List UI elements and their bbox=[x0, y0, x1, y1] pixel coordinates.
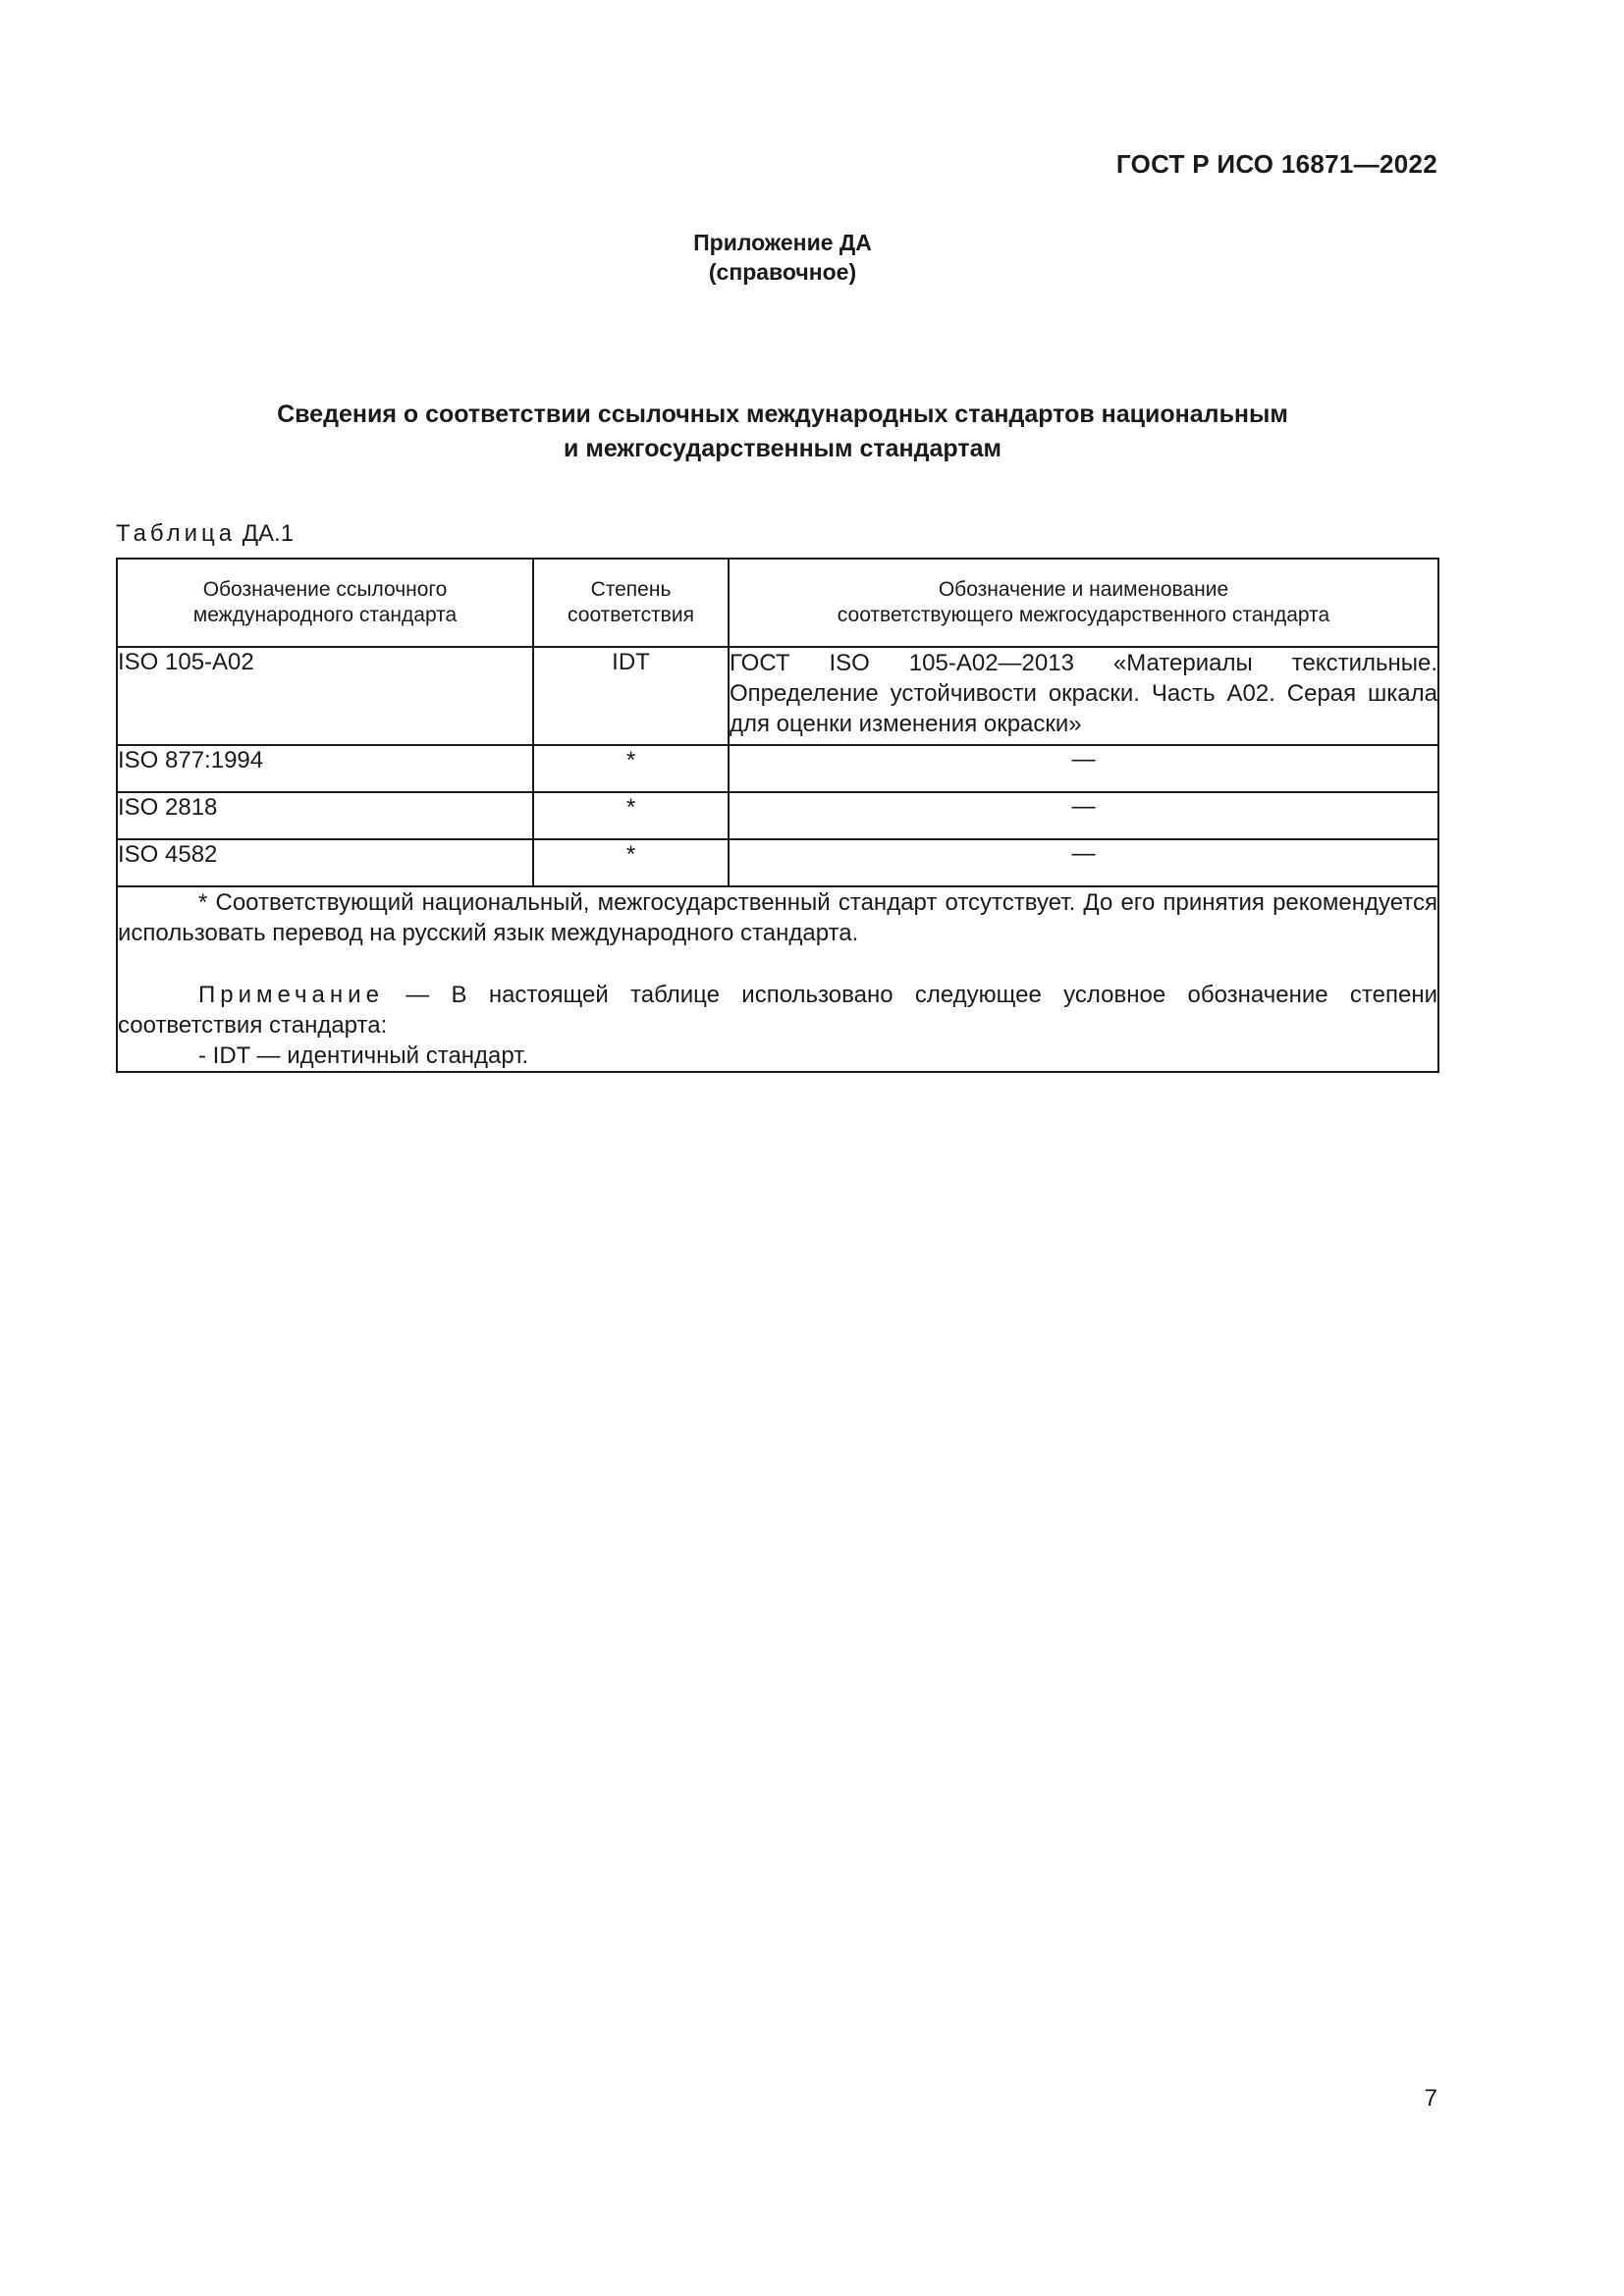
page-number: 7 bbox=[1424, 2085, 1437, 2111]
cell-designation: — bbox=[729, 792, 1438, 839]
correspondence-table bbox=[116, 558, 1439, 1073]
table-footer-row bbox=[117, 886, 1438, 1072]
table-row bbox=[117, 792, 1438, 839]
cell-degree: IDT bbox=[533, 647, 729, 745]
column-header-line: Обозначение и наименование bbox=[938, 578, 1229, 601]
footnote: * Соответствующий национальный, межгосударственный стандарт отсутствует. До его принятия рекомендуется использовать перевод на русский язык международного стандарта. bbox=[118, 889, 1437, 946]
cell-standard: ISO 877:1994 bbox=[117, 745, 533, 792]
document-code: ГОСТ Р ИСО 16871—2022 bbox=[1115, 149, 1437, 179]
column-header-line: соответствующего межгосударственного стандарта bbox=[837, 604, 1330, 626]
section-title-line2: и межгосударственным стандартам bbox=[564, 435, 1001, 462]
table-caption bbox=[116, 520, 294, 548]
cell-standard: ISO 105-A02 bbox=[117, 647, 533, 745]
table-row bbox=[117, 745, 1438, 792]
column-header-designation bbox=[729, 559, 1438, 647]
cell-degree: * bbox=[533, 839, 729, 886]
appendix-title: Приложение ДА bbox=[693, 230, 872, 255]
table-caption-number: ДА.1 bbox=[242, 520, 295, 547]
cell-standard: ISO 2818 bbox=[117, 792, 533, 839]
section-title-line1: Сведения о соответствии ссылочных международных стандартов национальным bbox=[277, 400, 1288, 428]
table-header-row bbox=[117, 559, 1438, 647]
cell-degree: * bbox=[533, 745, 729, 792]
table-row bbox=[117, 839, 1438, 886]
column-header-line: соответствия bbox=[568, 604, 694, 626]
cell-designation: — bbox=[729, 745, 1438, 792]
column-header-line: Степень bbox=[590, 578, 672, 601]
appendix-subtitle: (справочное) bbox=[708, 259, 857, 285]
column-header-reference-standard bbox=[117, 559, 533, 647]
cell-designation: ГОСТ ISO 105-A02—2013 «Материалы текстильные. Определение устойчивости окраски. Часть А02. Серая шкала для оценки изменения окраски» bbox=[729, 647, 1438, 745]
appendix-heading bbox=[0, 228, 1565, 287]
table-caption-word: Таблица bbox=[116, 520, 237, 547]
note-item: - IDT — идентичный стандарт. bbox=[198, 1042, 529, 1069]
table-row bbox=[117, 647, 1438, 745]
column-header-line: Обозначение ссылочного bbox=[202, 578, 448, 601]
table-footer bbox=[117, 886, 1438, 1072]
cell-designation: — bbox=[729, 839, 1438, 886]
section-title bbox=[0, 398, 1565, 466]
note bbox=[118, 980, 1437, 1041]
cell-standard: ISO 4582 bbox=[117, 839, 533, 886]
note-text: — В настоящей таблице использовано следующее условное обозначение степени соответствия стандарта: bbox=[118, 982, 1437, 1039]
cell-degree: * bbox=[533, 792, 729, 839]
note-label: Примечание bbox=[198, 982, 384, 1008]
column-header-degree bbox=[533, 559, 729, 647]
column-header-line: международного стандарта bbox=[192, 604, 458, 626]
